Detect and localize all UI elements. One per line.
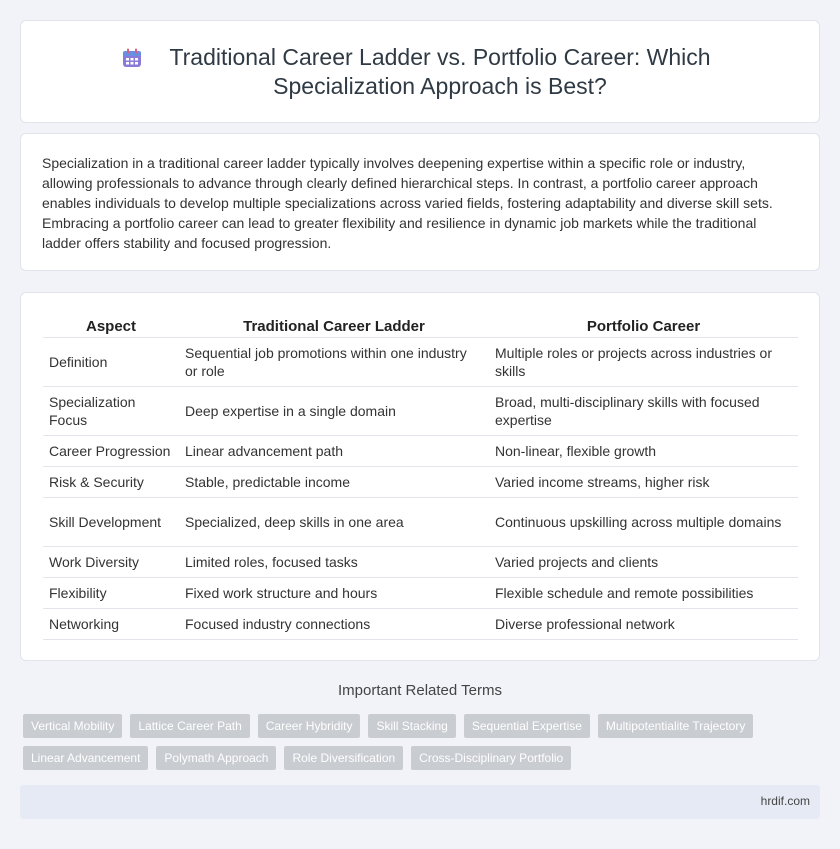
site-link[interactable]: hrdif.com: [760, 794, 810, 808]
table-row: [43, 338, 798, 387]
traditional-cell: Stable, predictable income: [179, 467, 489, 498]
aspect-cell: Definition: [43, 338, 179, 387]
header-aspect: Aspect: [43, 317, 179, 338]
portfolio-cell: Non-linear, flexible growth: [489, 436, 798, 467]
portfolio-cell: Continuous upskilling across multiple domains: [489, 498, 798, 547]
related-terms-list: [23, 714, 813, 778]
related-term-tag[interactable]: Lattice Career Path: [130, 714, 249, 738]
traditional-cell: Sequential job promotions within one industry or role: [179, 338, 489, 387]
traditional-cell: Focused industry connections: [179, 609, 489, 640]
aspect-cell: Career Progression: [43, 436, 179, 467]
traditional-cell: Limited roles, focused tasks: [179, 547, 489, 578]
related-term-tag[interactable]: Linear Advancement: [23, 746, 148, 770]
table-row: [43, 547, 798, 578]
header-portfolio: Portfolio Career: [489, 317, 798, 338]
traditional-cell: Deep expertise in a single domain: [179, 387, 489, 436]
related-term-tag[interactable]: Polymath Approach: [156, 746, 276, 770]
aspect-cell: Risk & Security: [43, 467, 179, 498]
related-term-tag[interactable]: Sequential Expertise: [464, 714, 590, 738]
footer-bar: [20, 785, 820, 819]
portfolio-cell: Multiple roles or projects across industries or skills: [489, 338, 798, 387]
title-card: [20, 20, 820, 123]
related-term-tag[interactable]: Vertical Mobility: [23, 714, 122, 738]
related-terms-heading: Important Related Terms: [338, 682, 502, 699]
page-title: Traditional Career Ladder vs. Portfolio Career: Which Specialization Approach is Best?: [169, 44, 711, 99]
header-traditional: Traditional Career Ladder: [179, 317, 489, 338]
traditional-cell: Linear advancement path: [179, 436, 489, 467]
comparison-table: [43, 317, 798, 640]
table-row: [43, 609, 798, 640]
table-row: [43, 436, 798, 467]
traditional-cell: Specialized, deep skills in one area: [179, 498, 489, 547]
table-row: [43, 578, 798, 609]
intro-card: [20, 133, 820, 271]
comparison-card: [20, 292, 820, 661]
aspect-cell: Work Diversity: [43, 547, 179, 578]
related-term-tag[interactable]: Cross-Disciplinary Portfolio: [411, 746, 571, 770]
table-row: [43, 467, 798, 498]
related-term-tag[interactable]: Career Hybridity: [258, 714, 361, 738]
table-row: [43, 498, 798, 547]
related-term-tag[interactable]: Role Diversification: [284, 746, 403, 770]
portfolio-cell: Flexible schedule and remote possibilities: [489, 578, 798, 609]
aspect-cell: Networking: [43, 609, 179, 640]
aspect-cell: Flexibility: [43, 578, 179, 609]
portfolio-cell: Varied income streams, higher risk: [489, 467, 798, 498]
traditional-cell: Fixed work structure and hours: [179, 578, 489, 609]
portfolio-cell: Broad, multi-disciplinary skills with focused expertise: [489, 387, 798, 436]
portfolio-cell: Varied projects and clients: [489, 547, 798, 578]
intro-paragraph: Specialization in a traditional career ladder typically involves deepening expertise within a specific role or industry, allowing professionals to advance through clearly defined hierarchical steps. In contrast, a portfolio career approach enables individuals to develop multiple specializations across varied fields, fostering adaptability and diverse skill sets. Embracing a portfolio career can lead to greater flexibility and resilience in dynamic job markets while the traditional ladder offers stability and focused progression.: [42, 155, 773, 251]
related-term-tag[interactable]: Skill Stacking: [368, 714, 455, 738]
related-term-tag[interactable]: Multipotentialite Trajectory: [598, 714, 753, 738]
aspect-cell: Specialization Focus: [43, 387, 179, 436]
portfolio-cell: Diverse professional network: [489, 609, 798, 640]
table-row: [43, 387, 798, 436]
aspect-cell: Skill Development: [43, 498, 179, 547]
table-header-row: [43, 317, 798, 338]
